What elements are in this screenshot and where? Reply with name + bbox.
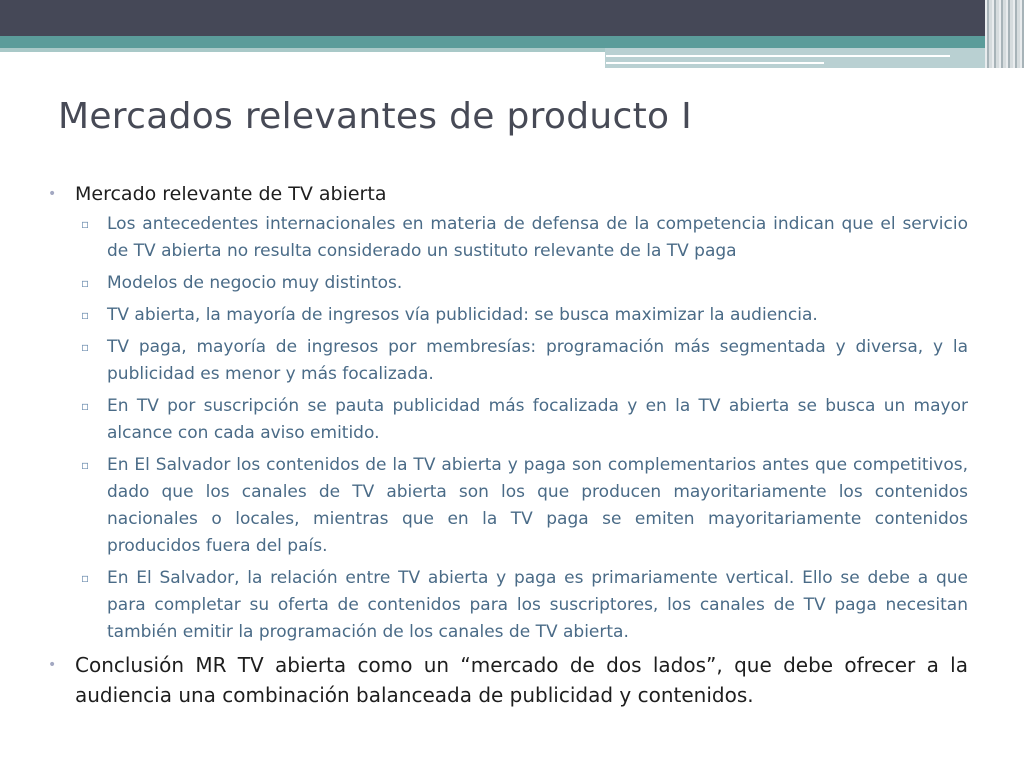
sub-bullet-marker: ▫	[81, 308, 90, 322]
sub-bullet-marker: ▫	[81, 340, 90, 354]
sub-bullet-text: Los antecedentes internacionales en materia de defensa de la competencia indican que el servicio de TV abierta no resulta considerado un sustituto relevante de la TV paga	[107, 214, 968, 261]
bullet-marker: •	[48, 657, 57, 673]
sub-bullet-text: En El Salvador, la relación entre TV abierta y paga es primariamente vertical. Ello se debe a que para completar su oferta de contenidos para los suscriptores, los canales de TV paga necesitan también emitir la programación de los canales de TV abierta.	[107, 568, 968, 642]
slide-content	[48, 180, 968, 711]
header-dark-band	[0, 0, 1024, 36]
sub-bullet-item	[48, 302, 968, 329]
sub-bullet-text: TV abierta, la mayoría de ingresos vía publicidad: se busca maximizar la audiencia.	[107, 305, 818, 325]
sub-bullet-marker: ▫	[81, 571, 90, 585]
sub-bullet-item	[48, 211, 968, 265]
sub-bullet-text: Modelos de negocio muy distintos.	[107, 273, 403, 293]
bullet-conclusion	[48, 651, 968, 711]
header-teal-band	[0, 36, 1024, 48]
slide-title: Mercados relevantes de producto I	[58, 96, 692, 137]
header-light-line	[0, 48, 605, 52]
bullet-marker: •	[48, 186, 57, 202]
sub-bullet-list	[48, 211, 968, 646]
sub-bullet-item	[48, 393, 968, 447]
header-right-line-b	[606, 62, 824, 64]
bullet-text: Mercado relevante de TV abierta	[75, 183, 387, 205]
header-right-line-a	[606, 55, 950, 57]
bullet-text: Conclusión MR TV abierta como un “mercado de dos lados”, que debe ofrecer a la audiencia una combinación balanceada de publicidad y contenidos.	[75, 653, 968, 707]
sub-bullet-item	[48, 565, 968, 646]
bullet-mercado-relevante	[48, 180, 968, 209]
sub-bullet-marker: ▫	[81, 399, 90, 413]
sub-bullet-text: En El Salvador los contenidos de la TV abierta y paga son complementarios antes que competitivos, dado que los canales de TV abierta son los que producen mayoritariamente los contenidos nacionales o locales, mientras que en la TV paga se emiten mayoritariamente contenidos producidos fuera del país.	[107, 455, 968, 556]
sub-bullet-item	[48, 334, 968, 388]
sub-bullet-marker: ▫	[81, 217, 90, 231]
sub-bullet-text: En TV por suscripción se pauta publicidad más focalizada y en la TV abierta se busca un mayor alcance con cada aviso emitido.	[107, 396, 968, 443]
header-right-block	[605, 48, 1024, 68]
sub-bullet-text: TV paga, mayoría de ingresos por membresías: programación más segmentada y diversa, y la publicidad es menor y más focalizada.	[107, 337, 968, 384]
sub-bullet-marker: ▫	[81, 458, 90, 472]
sub-bullet-item	[48, 270, 968, 297]
sub-bullet-marker: ▫	[81, 276, 90, 290]
sub-bullet-item	[48, 452, 968, 560]
header-corner-stripes	[985, 0, 1024, 68]
